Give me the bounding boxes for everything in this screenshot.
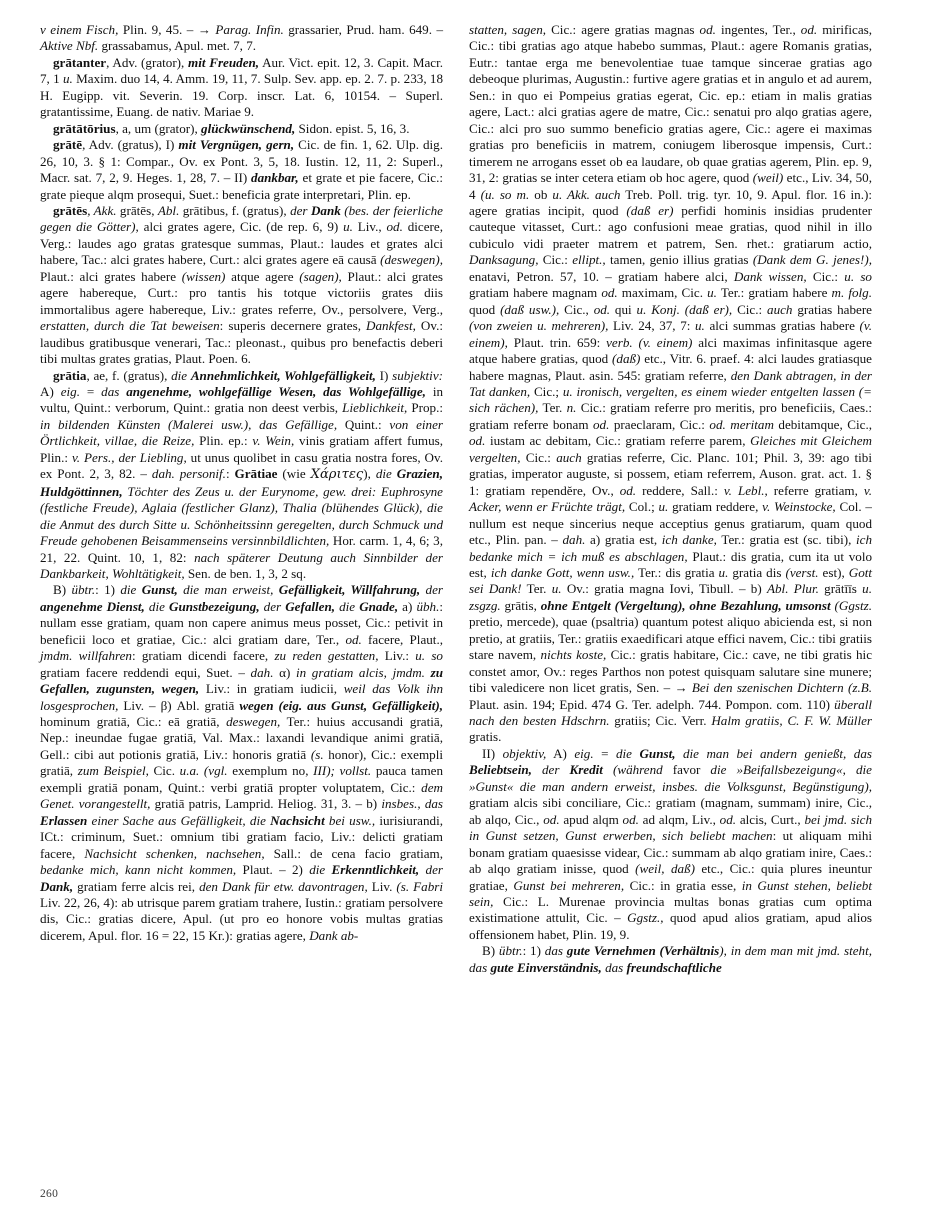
dictionary-entry-grassor-tail: v einem Fisch, Plin. 9, 45. – → Parag. Infin. grassarier, Prud. ham. 649. – Aktive Nbf. grassabamus, Apul. met. 7, 7. (40, 22, 444, 54)
right-column (469, 22, 872, 1162)
dictionary-entry-gratia-cont-1: statten, sagen, Cic.: agere gratias magnas od. ingentes, Ter., od. mirificas, Cic.: tibi gratias ago atque habebo summas, Plaut.: agere Romanis gratias, Eutr.: tantae erga me benevolentiae tuae tamque sincerae gratias ago debeoque plurimas, Augustin.: furtive agere gratias et in angulo et ad aurem, Sen.: in quo ei Pompeius gratias egerat, Cic. ep.: etiam in malis gratias agere, Lact.: alci gratias agere de matre, Cic.: senatui pro alqo gratias agere, Cic.: alci pro suo summo beneficio gratias agere, Cic.: agere ei maximas gratias pro beneficiis in matrem, coniugem liberosque impensis, Curt.: timerem ne arrogans esset ob ea laudare, ob quae gratias agerem, Plin. ep. 9, 31, 2: gratias se inter cetera etiam ob hoc agere, quod (weil) etc., Liv. 34, 50, 4 (u. so m. ob u. Akk. auch Treb. Poll. trig. tyr. 10, 9. Apul. flor. 16 in.): agere gratias incipit, quod (daß er) perfidi hominis insidias prudenter cauteque vitasset, Curt.: ago confusioni meae gratias, quod nihil in illo cubiculo vidi praeter matrem et patrem, Sen. rhet.: gratiarum actio, Danksagung, Cic.: ellipt., tamen, genio illius gratias (Dank dem G. jenes!), enatavi, Petron. 57, 10. – gratiam habere alci, Dank wissen, Cic.: u. so gratiam habere magnam od. maximam, Cic. u. Ter.: gratiam habere m. folg. quod (daß usw.), Cic., od. qui u. Konj. (daß er), Cic.: auch gratias habere (von zweien u. mehreren), Liv. 24, 37, 7: u. alci summas gratias habere (v. einem), Plaut. trin. 659: verb. (v. einem) alci maximas infinitasque agere atque habere gratias, quod (daß) etc., Vitr. 6. praef. 4: alci laudes gratiasque habere magnas, Plaut. asin. 545: gratiam referre, den Dank abtragen, in der Tat danken, Cic.; u. ironisch, vergelten, es einem wieder entgelten lassen (= sich rächen), Ter. n. Cic.: gratiam referre pro meritis, pro beneficiis, Caes.: gratiam referre bonam od. praeclaram, Cic.: od. meritam debitamque, Cic., od. iustam ac debitam, Cic.: gratiam referre parem, Gleiches mit Gleichem vergelten, Cic.: auch gratias referre, Cic. Planc. 101; Phil. 3, 39: ago tibi gratias, imperator auguste, si possem, etiam referrem, Auson. grat. act. 1. § 1: gratiam rependĕre, Ov., od. reddere, Sall.: v. Lebl., referre gratiam, v. Acker, wenn er Früchte trägt, Col.; u. gratiam reddere, v. Weinstocke, Col. – nullum est neque sincerius neque acceptius genus gratiarum, quam quod etc., Plin. pan. – dah. a) gratia est, ich danke, Ter.: gratia est (sc. tibi), ich bedanke mich = ich muß es abschlagen, Plaut.: dis gratia, cum ita ut volo est, ich danke Gott, wenn usw., Ter.: dis gratia u. gratia dis (verst. est), Gott sei Dank! Ter. u. Ov.: gratia magna Iovi, Tibull. – b) Abl. Plur. grātīīs u. zsgzg. grātis, ohne Entgelt (Vergeltung), ohne Bezahlung, umsonst (Ggstz. pretio, mercede), quae (psaltria) quantum potest aliquo abicienda est, si non pretio, at gratiis, Ter.: gratiis exaedificari atque effici navem, Cic.: tibi gratiis stare navem, nichts koste, Cic.: gratis habitare, Cic.: cave, ne tibi gratis hic constet amor, Ov.: reges Parthos non potest quisquam salutare sine munere; tibi valedicere non licet gratis, Sen. – → Bei den szenischen Dichtern (z.B. Plaut. asin. 194; Epid. 474 G. Ter. adelph. 744. Pompon. com. 110) überall nach den besten Hdschrn. gratiis; Cic. Verr. Halm gratiis, C. F. W. Müller gratis. (469, 22, 873, 745)
text-columns (40, 22, 897, 1162)
dictionary-entry-gratia-II: II) objektiv, A) eig. = die Gunst, die man bei andern genießt, das Beliebtsein, der Kredit (während favor die »Beifallsbezeigung«, die »Gunst« die man andern erweist, insbes. die Volksgunst, Begünstigung), gratiam alcis sibi conciliare, Cic.: gratiam (magnam, summam) inire, Cic., ab alqo, Cic., od. apud alqm od. ad alqm, Liv., od. alcis, Curt., bei jmd. sich in Gunst setzen, Gunst erwerben, sich beliebt machen: ut aliquam mihi bonam gratiam quaesisse videar, Cic.: summam ab alqo gratiam inire, Caes.: ab alqo gratiam inisse, quod (weil, daß) etc., Cic.: quia plures ineuntur gratiae, Gunst bei mehreren, Cic.: in gratia esse, in Gunst stehen, beliebt sein, Cic.: L. Murenae provincia multas bonas gratias cum optima existimatione attulit, Cic. – Ggstz., quod apud alios gratiam, apud alios offensionem habet, Plin. 19, 9. (469, 745, 873, 942)
dictionary-entry-gratanter: grātanter, Adv. (grator), mit Freuden, Aur. Vict. epit. 12, 3. Capit. Macr. 7, 1 u. Maxim. duo 14, 4. Amm. 19, 11, 7. Sulp. Sev. app. ep. 2. 7. p. 233, 18 H. Eugipp. vit. Severin. 19. Corp. inscr. Lat. 6, 10154. – Superl. gratantissime, Euang. de nativ. Mariae 9. (40, 54, 444, 120)
dictionary-entry-grates: grātēs, Akk. grātēs, Abl. grātibus, f. (gratus), der Dank (bes. der feierliche gegen die Götter), alci grates agere, Cic. (de rep. 6, 9) u. Liv., od. dicere, Verg.: laudes ago gratas gratesque summas, Plaut.: laudes et grates alci habere, Tac.: alci grates habere, Curt.: alci grates agere eā causā (deswegen), Plaut.: alci grates habere (wissen) atque agere (sagen), Plaut.: alci grates agere habereque, Curt.: pro tantis his totque victoriis grates diis immortalibus agere habereque, Liv.: grates referre, Ov., persolvere, Verg., erstatten, durch die Tat beweisen: superis decernere grates, Dankfest, Ov.: laudibus gratibusque venerari, Tac.: pleonast., quibus pro benefactis deberi tibi multas grates gratias, Plaut. Poen. 6. (40, 202, 443, 367)
dictionary-entry-grate: grātē, Adv. (gratus), I) mit Vergnügen, gern, Cic. de fin. 1, 62. Ulp. dig. 26, 10, 3. § 1: Compar., Ov. ex Pont. 3, 5, 18. Iustin. 12, 11, 2: Superl., Macr. sat. 7, 2, 9. Heges. 1, 28, 7. – II) dankbar, et grate et pie facere, Cic.: grate pieque alqm prosequi, Suet.: beneficia grate interpretari, Plin. ep. (40, 137, 443, 202)
left-column (40, 22, 443, 1162)
dictionary-entry-gratia-II-B: B) übtr.: 1) das gute Vernehmen (Verhältnis), in dem man mit jmd. steht, das gute Einverständnis, das freundschaftliche (469, 943, 872, 975)
page-number: 260 (40, 1188, 59, 1200)
dictionary-entry-gratatorius: grātātōrius, a, um (grator), glückwünschend, Sidon. epist. 5, 16, 3. (53, 120, 410, 136)
dictionary-entry-gratia-B: B) übtr.: 1) die Gunst, die man erweist, Gefälligkeit, Willfahrung, der angenehme Dienst, die Gunstbezeigung, der Gefallen, die Gnade, a) übh.: nullam esse gratiam, quam non capere animus meus posset, Cic.: petivit in beneficii loco et gratiae, Cic.: alci gratiam dare, Ter., od. facere, Plaut., jmdm. willfahren: gratiam dicendi facere, zu reden gestatten, Liv.: u. so gratiam facere reddendi equi, Suet. – dah. α) in gratiam alcis, jmdm. zu Gefallen, zugunsten, wegen, Liv.: in gratiam iudicii, weil das Volk ihn losgesprochen, Liv. – β) Abl. gratiā wegen (eig. aus Gunst, Gefälligkeit), hominum gratiā, Cic.: eā gratiā, deswegen, Ter.: huius accusandi gratiā, Nep.: ineundae fugae gratiā, Val. Max.: laxandi levandique animi gratiā, Gell.: cibi aut potionis gratiā, Liv.: honoris gratiā (s. honor), Cic.: exempli gratiā, zum Beispiel, Cic. u.a. (vgl. exemplum no, III); vollst. pauca tamen exempli gratiā ponam, Quint.: verbi gratiā propter voluptatem, Cic.: dem Genet. vorangestellt, gratiā patris, Lamprid. Heliog. 31, 3. – b) insbes., das Erlassen einer Sache aus Gefälligkeit, die Nachsicht bei usw., iurisiurandi, ICt.: criminum, Suet.: omnium tibi gratiam facio, Liv.: delicti gratiam facere, Nachsicht schenken, nachsehen, Sall.: de cena facio gratiam, bedanke mich, kann nicht kommen, Plaut. – 2) die Erkenntlichkeit, der Dank, gratiam ferre alcis rei, den Dank für etw. davontragen, Liv. (s. Fabri Liv. 22, 26, 4): ab utrisque parem gratiam trahere, Iustin.: gratiam persolvere dis, Cic.: gratias dicere, Apul. (ut pro eo honore vobis multas gratias dicerem, Apul. flor. 16 = 22, 15 Kr.): gratias agere, Dank ab- (40, 582, 444, 943)
dictionary-entry-gratia: grātia, ae, f. (gratus), die Annehmlichkeit, Wohlgefälligkeit, I) subjektiv: A) eig. = das angenehme, wohlgefällige Wesen, das Wohlgefällige, in vultu, Quint.: verborum, Quint.: gratia non deest verbis, Lieblichkeit, Prop.: in bildenden Künsten (Malerei usw.), das Gefällige, Quint.: von einer Örtlichkeit, villae, die Reize, Plin. ep.: v. Wein, vinis gratiam affert fumus, Plin.: v. Pers., der Liebling, ut unus quolibet in casu gratia nostra fores, Ov. ex Pont. 2, 3, 82. – dah. personif.: Grātiae (wie Χάριτες), die Grazien, Huldgöttinnen, Töchter des Zeus u. der Eurynome, gew. drei: Euphrosyne (festliche Freude), Aglaia (festlicher Glanz), Thalia (blühendes Glück), die die Anmut des durch Sitte u. Schönheitssinn geregelten, durch Schmuck und Freude gehobenen Beisammenseins versinnbildlichten, Hor. carm. 1, 4, 6; 3, 21, 22. Quint. 10, 1, 82: nach späterer Deutung auch Sinnbilder der Dankbarkeit, Wohltätigkeit, Sen. de ben. 1, 3, 2 sq. (40, 367, 444, 581)
